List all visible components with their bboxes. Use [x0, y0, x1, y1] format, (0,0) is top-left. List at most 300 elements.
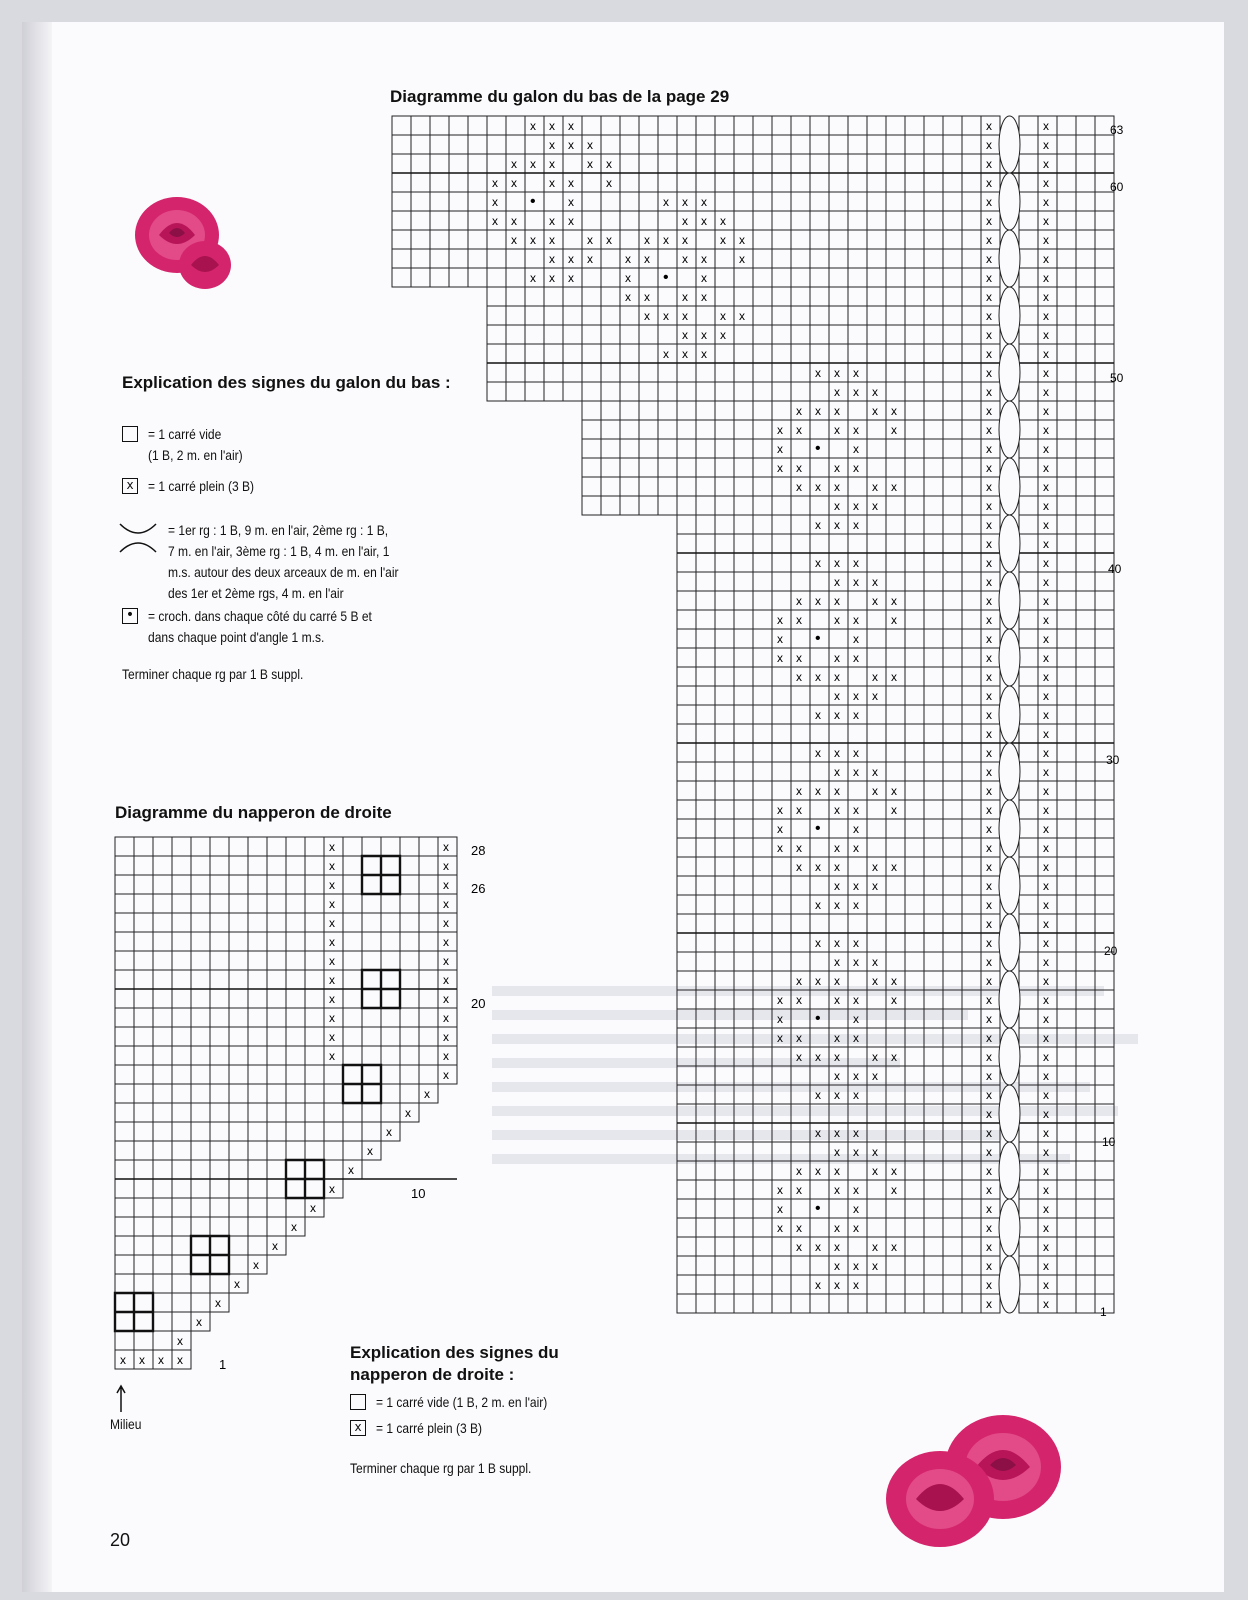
- svg-text:x: x: [1043, 1012, 1049, 1026]
- svg-text:x: x: [853, 632, 859, 646]
- milieu-label: Milieu: [110, 1416, 142, 1432]
- svg-text:x: x: [815, 1050, 821, 1064]
- svg-text:x: x: [1043, 651, 1049, 665]
- svg-text:x: x: [986, 879, 992, 893]
- svg-text:x: x: [1043, 214, 1049, 228]
- svg-text:x: x: [329, 1182, 335, 1196]
- svg-text:x: x: [1043, 575, 1049, 589]
- svg-text:x: x: [853, 1278, 859, 1292]
- svg-text:x: x: [1043, 480, 1049, 494]
- galon-grid-marks: [492, 119, 1049, 1311]
- svg-text:x: x: [1043, 309, 1049, 323]
- svg-text:x: x: [796, 670, 802, 684]
- svg-text:x: x: [853, 841, 859, 855]
- svg-text:x: x: [1043, 1164, 1049, 1178]
- svg-text:x: x: [891, 803, 897, 817]
- svg-text:x: x: [1043, 689, 1049, 703]
- svg-text:x: x: [853, 556, 859, 570]
- svg-text:x: x: [177, 1353, 183, 1367]
- svg-text:x: x: [796, 803, 802, 817]
- svg-text:x: x: [834, 993, 840, 1007]
- svg-text:x: x: [834, 404, 840, 418]
- svg-text:x: x: [853, 1031, 859, 1045]
- svg-text:x: x: [872, 860, 878, 874]
- svg-text:x: x: [1043, 613, 1049, 627]
- svg-text:x: x: [720, 309, 726, 323]
- svg-text:x: x: [815, 404, 821, 418]
- svg-text:x: x: [891, 670, 897, 684]
- svg-text:x: x: [986, 480, 992, 494]
- svg-text:x: x: [530, 233, 536, 247]
- svg-text:x: x: [986, 214, 992, 228]
- svg-text:x: x: [796, 784, 802, 798]
- svg-text:x: x: [682, 252, 688, 266]
- svg-text:x: x: [834, 955, 840, 969]
- svg-text:x: x: [1043, 955, 1049, 969]
- svg-text:x: x: [1043, 1145, 1049, 1159]
- svg-text:x: x: [853, 613, 859, 627]
- svg-text:x: x: [443, 840, 449, 854]
- svg-text:x: x: [530, 157, 536, 171]
- svg-text:x: x: [549, 271, 555, 285]
- svg-text:x: x: [443, 954, 449, 968]
- svg-text:x: x: [986, 841, 992, 855]
- svg-text:x: x: [986, 670, 992, 684]
- svg-text:x: x: [606, 233, 612, 247]
- svg-text:•: •: [663, 269, 669, 286]
- svg-text:x: x: [234, 1277, 240, 1291]
- rose-illustration-small: [127, 187, 247, 297]
- svg-text:x: x: [253, 1258, 259, 1272]
- svg-text:x: x: [853, 1183, 859, 1197]
- svg-text:x: x: [777, 442, 783, 456]
- svg-text:x: x: [443, 897, 449, 911]
- svg-text:x: x: [872, 1240, 878, 1254]
- svg-text:x: x: [986, 1145, 992, 1159]
- svg-text:x: x: [1043, 461, 1049, 475]
- svg-text:•: •: [815, 1010, 821, 1027]
- svg-text:x: x: [1043, 708, 1049, 722]
- svg-text:x: x: [853, 1069, 859, 1083]
- svg-text:x: x: [739, 233, 745, 247]
- galon-legend-arch-text: = 1er rg : 1 B, 9 m. en l'air, 2ème rg : 1 B, 7 m. en l'air, 3ème rg : 1 B, 4 m. en l'air, 1 m.s. autour des deux arceaux de m. en l'air des 1er et 2ème rgs, 4 m. en l'air: [168, 522, 399, 601]
- napperon-diagram-title: Diagramme du napperon de droite: [115, 803, 392, 822]
- svg-text:x: x: [872, 974, 878, 988]
- svg-text:x: x: [834, 803, 840, 817]
- svg-text:x: x: [511, 214, 517, 228]
- svg-text:x: x: [834, 518, 840, 532]
- svg-text:x: x: [511, 176, 517, 190]
- svg-text:x: x: [492, 195, 498, 209]
- galon-diagram-title: Diagramme du galon du bas de la page 29: [390, 87, 730, 106]
- svg-text:x: x: [986, 1297, 992, 1311]
- svg-text:x: x: [853, 651, 859, 665]
- galon-legend-note-text: Terminer chaque rg par 1 B suppl.: [122, 666, 304, 682]
- galon-row-label-1: 1: [1100, 1305, 1107, 1319]
- svg-text:x: x: [1043, 803, 1049, 817]
- svg-text:x: x: [834, 423, 840, 437]
- svg-text:x: x: [853, 708, 859, 722]
- svg-text:x: x: [1043, 290, 1049, 304]
- napperon-row-label-10: 10: [411, 1186, 426, 1201]
- svg-text:x: x: [530, 271, 536, 285]
- empty-square-icon: [122, 426, 138, 442]
- svg-text:x: x: [663, 309, 669, 323]
- svg-text:x: x: [720, 214, 726, 228]
- svg-text:x: x: [1043, 974, 1049, 988]
- svg-text:x: x: [815, 670, 821, 684]
- svg-text:x: x: [986, 518, 992, 532]
- svg-text:x: x: [986, 1126, 992, 1140]
- svg-text:x: x: [777, 613, 783, 627]
- svg-text:x: x: [986, 328, 992, 342]
- svg-text:x: x: [815, 1126, 821, 1140]
- svg-text:x: x: [777, 1221, 783, 1235]
- svg-text:x: x: [872, 689, 878, 703]
- svg-text:x: x: [834, 879, 840, 893]
- svg-text:x: x: [834, 1050, 840, 1064]
- svg-text:x: x: [796, 480, 802, 494]
- svg-text:x: x: [329, 973, 335, 987]
- napperon-legend-title: Explication des signes du napperon de droite :: [350, 1343, 559, 1384]
- svg-text:x: x: [329, 1030, 335, 1044]
- svg-text:x: x: [834, 1126, 840, 1140]
- svg-text:x: x: [891, 1240, 897, 1254]
- svg-text:x: x: [1043, 632, 1049, 646]
- svg-text:x: x: [834, 765, 840, 779]
- svg-text:x: x: [720, 328, 726, 342]
- napperon-chart: [115, 837, 535, 1417]
- svg-text:x: x: [568, 195, 574, 209]
- svg-text:x: x: [834, 670, 840, 684]
- svg-text:x: x: [853, 765, 859, 779]
- svg-text:x: x: [986, 1259, 992, 1273]
- svg-text:x: x: [568, 176, 574, 190]
- svg-text:x: x: [1043, 499, 1049, 513]
- svg-text:x: x: [549, 233, 555, 247]
- svg-text:x: x: [625, 252, 631, 266]
- svg-text:x: x: [891, 404, 897, 418]
- galon-legend-dot: [122, 606, 482, 648]
- svg-text:x: x: [329, 878, 335, 892]
- svg-text:x: x: [986, 366, 992, 380]
- svg-text:x: x: [796, 841, 802, 855]
- galon-row-label-63: 63: [1110, 123, 1124, 137]
- svg-text:x: x: [1043, 822, 1049, 836]
- svg-text:x: x: [834, 974, 840, 988]
- svg-text:x: x: [872, 480, 878, 494]
- rose-illustration-large: [878, 1407, 1078, 1557]
- svg-text:x: x: [1043, 518, 1049, 532]
- svg-text:x: x: [682, 214, 688, 228]
- svg-text:x: x: [329, 1011, 335, 1025]
- svg-text:x: x: [443, 1068, 449, 1082]
- svg-text:x: x: [815, 746, 821, 760]
- svg-text:x: x: [796, 1031, 802, 1045]
- svg-text:x: x: [701, 290, 707, 304]
- svg-text:x: x: [568, 271, 574, 285]
- svg-text:x: x: [1043, 423, 1049, 437]
- svg-text:x: x: [587, 233, 593, 247]
- svg-text:x: x: [177, 1334, 183, 1348]
- svg-text:x: x: [986, 613, 992, 627]
- svg-text:x: x: [853, 1126, 859, 1140]
- svg-text:x: x: [815, 860, 821, 874]
- svg-text:x: x: [443, 916, 449, 930]
- svg-text:x: x: [443, 878, 449, 892]
- svg-text:x: x: [1043, 366, 1049, 380]
- svg-text:x: x: [853, 423, 859, 437]
- svg-text:x: x: [1043, 252, 1049, 266]
- svg-text:x: x: [329, 935, 335, 949]
- x-square-icon: x: [122, 478, 138, 494]
- svg-text:x: x: [986, 442, 992, 456]
- svg-text:x: x: [815, 518, 821, 532]
- svg-text:x: x: [796, 1221, 802, 1235]
- svg-text:x: x: [986, 1221, 992, 1235]
- svg-text:x: x: [777, 651, 783, 665]
- svg-text:x: x: [777, 841, 783, 855]
- svg-text:x: x: [834, 708, 840, 722]
- svg-text:x: x: [1043, 993, 1049, 1007]
- svg-text:x: x: [986, 594, 992, 608]
- svg-text:x: x: [329, 859, 335, 873]
- svg-text:x: x: [777, 1031, 783, 1045]
- svg-text:x: x: [1043, 1126, 1049, 1140]
- svg-text:x: x: [796, 1164, 802, 1178]
- svg-text:x: x: [663, 195, 669, 209]
- svg-text:x: x: [549, 157, 555, 171]
- napperon-grid-cells: [115, 837, 457, 1369]
- svg-text:x: x: [853, 442, 859, 456]
- svg-text:x: x: [986, 556, 992, 570]
- svg-text:•: •: [815, 820, 821, 837]
- svg-text:x: x: [1043, 1050, 1049, 1064]
- svg-text:x: x: [424, 1087, 430, 1101]
- svg-text:x: x: [834, 1088, 840, 1102]
- svg-text:x: x: [367, 1144, 373, 1158]
- svg-text:x: x: [872, 955, 878, 969]
- svg-text:x: x: [986, 499, 992, 513]
- svg-text:x: x: [986, 138, 992, 152]
- svg-text:x: x: [1043, 670, 1049, 684]
- svg-text:x: x: [215, 1296, 221, 1310]
- svg-text:x: x: [986, 746, 992, 760]
- svg-text:x: x: [549, 176, 555, 190]
- svg-text:x: x: [549, 138, 555, 152]
- svg-text:x: x: [777, 1202, 783, 1216]
- svg-text:x: x: [606, 157, 612, 171]
- svg-text:x: x: [872, 1259, 878, 1273]
- svg-text:x: x: [777, 1183, 783, 1197]
- galon-legend-empty: [122, 424, 482, 466]
- svg-text:x: x: [853, 499, 859, 513]
- svg-text:x: x: [834, 1069, 840, 1083]
- svg-text:x: x: [853, 1145, 859, 1159]
- svg-text:x: x: [986, 727, 992, 741]
- svg-text:x: x: [891, 993, 897, 1007]
- svg-text:x: x: [1043, 727, 1049, 741]
- svg-text:x: x: [834, 385, 840, 399]
- svg-text:x: x: [834, 594, 840, 608]
- svg-text:x: x: [348, 1163, 354, 1177]
- napperon-legend-empty-text: = 1 carré vide (1 B, 2 m. en l'air): [376, 1394, 548, 1410]
- svg-text:x: x: [834, 480, 840, 494]
- svg-text:x: x: [986, 689, 992, 703]
- svg-text:x: x: [815, 1240, 821, 1254]
- svg-text:x: x: [587, 157, 593, 171]
- svg-text:x: x: [196, 1315, 202, 1329]
- svg-text:x: x: [329, 1049, 335, 1063]
- svg-text:x: x: [986, 993, 992, 1007]
- svg-text:x: x: [834, 499, 840, 513]
- svg-text:x: x: [739, 309, 745, 323]
- svg-text:x: x: [853, 575, 859, 589]
- svg-text:x: x: [834, 1221, 840, 1235]
- svg-text:x: x: [872, 879, 878, 893]
- svg-text:x: x: [834, 1278, 840, 1292]
- svg-text:x: x: [815, 1278, 821, 1292]
- svg-text:x: x: [853, 1259, 859, 1273]
- svg-text:x: x: [986, 632, 992, 646]
- svg-text:x: x: [1043, 537, 1049, 551]
- svg-text:x: x: [986, 271, 992, 285]
- empty-square-icon: [350, 1394, 366, 1410]
- svg-text:x: x: [853, 1202, 859, 1216]
- milieu-arrow-icon: [117, 1386, 125, 1412]
- svg-text:x: x: [701, 214, 707, 228]
- napperon-legend-empty: [350, 1392, 710, 1413]
- svg-text:x: x: [1043, 195, 1049, 209]
- svg-text:x: x: [549, 119, 555, 133]
- napperon-legend-x-text: = 1 carré plein (3 B): [376, 1420, 483, 1436]
- svg-text:x: x: [986, 1107, 992, 1121]
- svg-text:x: x: [1043, 442, 1049, 456]
- svg-text:x: x: [891, 1164, 897, 1178]
- svg-text:x: x: [739, 252, 745, 266]
- svg-text:x: x: [986, 1278, 992, 1292]
- svg-text:x: x: [158, 1353, 164, 1367]
- svg-text:x: x: [853, 746, 859, 760]
- dot-square-icon: •: [122, 608, 138, 624]
- svg-text:x: x: [986, 176, 992, 190]
- svg-text:x: x: [834, 651, 840, 665]
- svg-text:x: x: [530, 119, 536, 133]
- svg-text:x: x: [329, 840, 335, 854]
- svg-text:x: x: [986, 765, 992, 779]
- svg-text:x: x: [986, 309, 992, 323]
- svg-text:x: x: [834, 1259, 840, 1273]
- svg-text:x: x: [834, 689, 840, 703]
- svg-text:x: x: [815, 1088, 821, 1102]
- svg-text:x: x: [891, 1183, 897, 1197]
- galon-legend-x-text: = 1 carré plein (3 B): [148, 478, 255, 494]
- svg-text:x: x: [796, 1183, 802, 1197]
- svg-text:x: x: [986, 651, 992, 665]
- napperon-row-label-20: 20: [471, 996, 486, 1011]
- svg-text:x: x: [329, 916, 335, 930]
- svg-text:x: x: [891, 974, 897, 988]
- svg-text:•: •: [815, 630, 821, 647]
- x-square-icon: x: [350, 1420, 366, 1436]
- svg-text:x: x: [834, 575, 840, 589]
- svg-text:x: x: [1043, 879, 1049, 893]
- svg-text:x: x: [1043, 176, 1049, 190]
- svg-text:x: x: [386, 1125, 392, 1139]
- svg-text:x: x: [986, 1164, 992, 1178]
- svg-text:x: x: [986, 917, 992, 931]
- svg-text:x: x: [777, 461, 783, 475]
- svg-text:x: x: [777, 1012, 783, 1026]
- svg-text:x: x: [834, 556, 840, 570]
- svg-text:x: x: [891, 784, 897, 798]
- svg-text:x: x: [587, 252, 593, 266]
- svg-text:x: x: [663, 347, 669, 361]
- svg-text:x: x: [891, 613, 897, 627]
- svg-text:x: x: [815, 556, 821, 570]
- svg-text:x: x: [1043, 1202, 1049, 1216]
- svg-text:x: x: [834, 898, 840, 912]
- svg-text:x: x: [120, 1353, 126, 1367]
- svg-text:x: x: [796, 613, 802, 627]
- svg-text:x: x: [986, 822, 992, 836]
- svg-text:x: x: [815, 936, 821, 950]
- svg-text:x: x: [872, 765, 878, 779]
- svg-text:x: x: [1043, 784, 1049, 798]
- svg-text:x: x: [853, 366, 859, 380]
- svg-text:x: x: [1043, 271, 1049, 285]
- svg-text:x: x: [853, 803, 859, 817]
- svg-text:x: x: [1043, 860, 1049, 874]
- svg-text:x: x: [310, 1201, 316, 1215]
- galon-row-label-20: 20: [1104, 944, 1118, 958]
- svg-text:x: x: [701, 195, 707, 209]
- svg-text:x: x: [443, 973, 449, 987]
- napperon-row-label-28: 28: [471, 843, 486, 858]
- svg-text:x: x: [986, 119, 992, 133]
- svg-text:x: x: [1043, 898, 1049, 912]
- svg-text:x: x: [986, 157, 992, 171]
- magazine-page: [22, 22, 1224, 1592]
- svg-text:x: x: [663, 233, 669, 247]
- svg-text:•: •: [530, 193, 536, 210]
- svg-text:x: x: [986, 1183, 992, 1197]
- svg-text:x: x: [606, 176, 612, 190]
- svg-text:x: x: [834, 1031, 840, 1045]
- svg-text:x: x: [1043, 233, 1049, 247]
- svg-text:x: x: [986, 708, 992, 722]
- svg-text:x: x: [986, 860, 992, 874]
- svg-text:x: x: [834, 1183, 840, 1197]
- svg-text:x: x: [329, 992, 335, 1006]
- svg-text:x: x: [815, 784, 821, 798]
- galon-row-labels: [1100, 123, 1124, 1319]
- svg-text:x: x: [796, 860, 802, 874]
- svg-text:x: x: [834, 746, 840, 760]
- svg-text:x: x: [986, 1069, 992, 1083]
- svg-text:x: x: [986, 290, 992, 304]
- svg-text:x: x: [853, 993, 859, 1007]
- svg-text:x: x: [834, 461, 840, 475]
- svg-text:x: x: [834, 784, 840, 798]
- svg-text:x: x: [549, 252, 555, 266]
- svg-text:x: x: [1043, 1107, 1049, 1121]
- svg-text:x: x: [796, 1240, 802, 1254]
- svg-text:x: x: [986, 423, 992, 437]
- svg-text:x: x: [329, 954, 335, 968]
- svg-text:x: x: [796, 651, 802, 665]
- svg-text:x: x: [853, 518, 859, 532]
